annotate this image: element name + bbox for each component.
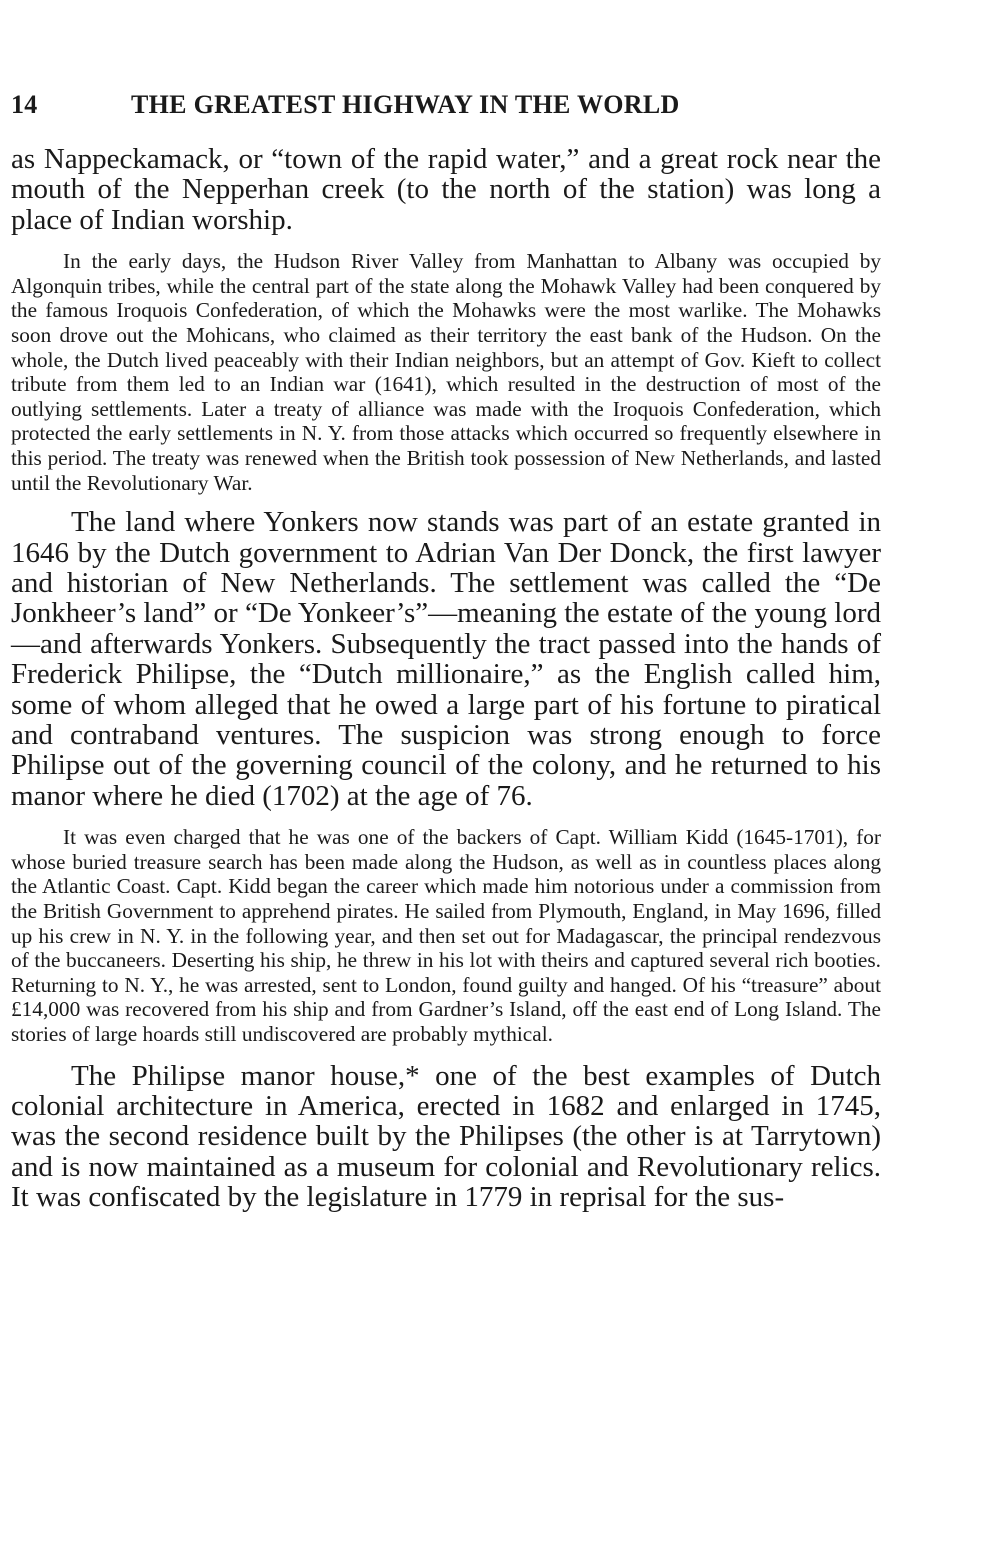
note-paragraph-1: In the early days, the Hudson River Valley from Manhattan to Albany was occupied by Algonquin tribes, while the central part of the state along the Mohawk Valley had been conquered by the famous Iroquois Confederation, of which the Mohawks were the most warlike. The Mohawks soon drove out the Mohicans, who claimed as their territory the east bank of the Hudson. On the whole, the Dutch lived peaceably with their Indian neighbors, but an attempt of Gov. Kieft to collect tribute from them led to an Indian war (1641), which resulted in the destruction of most of the outlying settlements. Later a treaty of alliance was made with the Iroquois Confederation, which protected the early settlements in N. Y. from those attacks which occurred so frequently elsewhere in this period. The treaty was renewed when the British took possession of New Netherlands, and lasted until the Revolutionary War. bbox=[11, 249, 881, 495]
note-paragraph-2: It was even charged that he was one of the backers of Capt. William Kidd (1645-1701), for whose buried treasure search has been made along the Hudson, as well as in countless places along the Atlantic Coast. Capt. Kidd began the career which made him notorious under a commission from the British Government to apprehend pirates. He sailed from Plymouth, England, in May 1696, filled up his crew in N. Y. in the following year, and then set out for Madagascar, the principal rendezvous of the buccaneers. Deserting his ship, he threw in his lot with theirs and captured several rich booties. Returning to N. Y., he was arrested, sent to London, found guilty and hanged. Of his “treasure” about £14,000 was recovered from his ship and from Gardner’s Island, off the east end of Long Island. The stories of large hoards still undiscovered are probably mythical. bbox=[11, 825, 881, 1046]
page-number: 14 bbox=[11, 90, 38, 119]
running-title: THE GREATEST HIGHWAY IN THE WORLD bbox=[131, 90, 680, 119]
body-paragraph-3: The Philipse manor house,* one of the best examples of Dutch colonial architecture in America, erected in 1682 and enlarged in 1745, was the second residence built by the Philipses (the other is at Tarrytown) and is now maintained as a museum for colonial and Revolutionary relics. It was confiscated by the legislature in 1779 in reprisal for the sus- bbox=[11, 1059, 881, 1214]
running-header bbox=[11, 86, 881, 126]
body-paragraph-2: The land where Yonkers now stands was part of an estate granted in 1646 by the Dutch government to Adrian Van Der Donck, the first lawyer and historian of New Netherlands. The settlement was called the “De Jonkheer’s land” or “De Yonkeer’s”—meaning the estate of the young lord—and afterwards Yonkers. Subsequently the tract passed into the hands of Frederick Philipse, the “Dutch millionaire,” as the English called him, some of whom alleged that he owed a large part of his fortune to piratical and contraband ventures. The suspicion was strong enough to force Philipse out of the governing council of the colony, and he returned to his manor where he died (1702) at the age of 76. bbox=[11, 506, 881, 812]
body-paragraph-1: as Nappeckamack, or “town of the rapid water,” and a great rock near the mouth of the Nepperhan creek (to the north of the station) was long a place of Indian worship. bbox=[11, 143, 881, 236]
book-page bbox=[11, 86, 881, 1213]
